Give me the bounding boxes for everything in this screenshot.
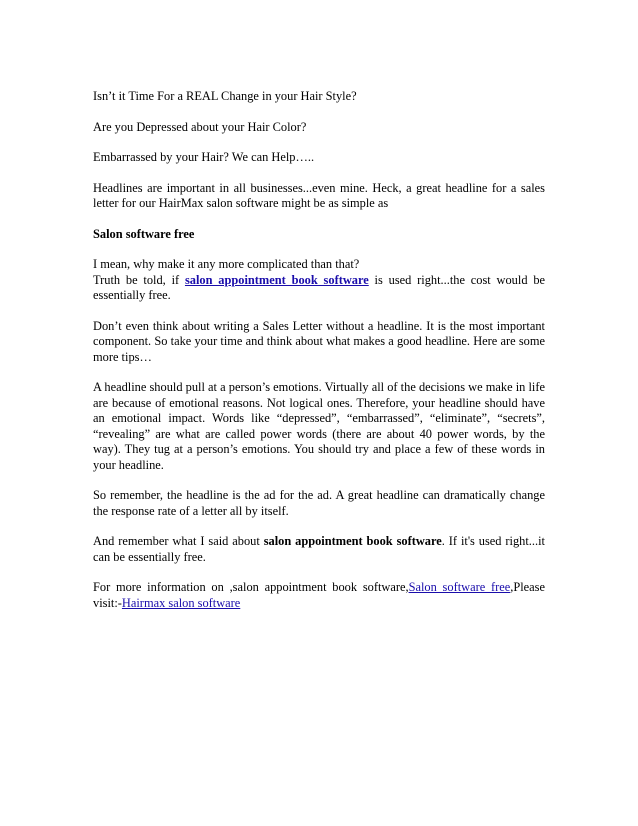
- heading-salon-software-free: Salon software free: [93, 226, 195, 241]
- salon-appointment-book-software-link[interactable]: salon appointment book software: [184, 272, 369, 287]
- paragraph-headlines-important: Headlines are important in all businesses...even mine. Heck, a great headline for a sales letter for our HairMax salon software might be as simple as: [93, 180, 545, 210]
- paragraph-embarrassed: Embarrassed by your Hair? We can Help…..: [93, 150, 315, 164]
- paragraph-hair-style-question: Isn’t it Time For a REAL Change in your Hair Style?: [93, 89, 357, 103]
- paragraph-remember: [93, 534, 545, 565]
- paragraph-remember-before: And remember what I said about: [93, 534, 264, 548]
- paragraph-remember-after: . If it's used right...it can be essentially free.: [93, 534, 545, 564]
- paragraph-remember-bold: salon appointment book software: [263, 534, 442, 548]
- paragraph-more-info-middle: ,Please visit:-: [93, 580, 545, 610]
- paragraph-truth-before-link: Truth be told, if: [93, 272, 185, 287]
- paragraph-more-information: [93, 580, 545, 611]
- hairmax-salon-software-link[interactable]: Hairmax salon software: [121, 595, 241, 610]
- paragraph-emotions: A headline should pull at a person’s emotions. Virtually all of the decisions we make in life are because of emotional reasons. Not logical ones. Therefore, your headline should have an emotional impact. Words like “depressed”, “embarrassed”, “eliminate”, “secrets”, “revealing” are what are called power words (there are about 40 power words, by the way). They tug at a person’s emotions. You should try and place a few of these words in your headline.: [93, 380, 545, 472]
- paragraph-hair-color-question: Are you Depressed about your Hair Color?: [93, 119, 307, 134]
- paragraph-ad-for-ad: So remember, the headline is the ad for the ad. A great headline can dramatically change the response rate of a letter all by itself.: [93, 488, 545, 518]
- paragraph-more-info-before: For more information on ,salon appointment book software,: [93, 580, 409, 594]
- paragraph-complicated-line1: I mean, why make it any more complicated than that?: [93, 257, 360, 271]
- paragraph-truth-after-link: is used right...the cost would be essentially free.: [93, 272, 546, 302]
- paragraph-sales-letter: Don’t even think about writing a Sales Letter without a headline. It is the most important component. So take your time and think about what makes a good headline. Here are some more tips…: [93, 318, 545, 364]
- document-page: [93, 89, 545, 626]
- salon-software-free-link[interactable]: Salon software free: [408, 580, 511, 594]
- paragraph-complicated: [93, 257, 545, 304]
